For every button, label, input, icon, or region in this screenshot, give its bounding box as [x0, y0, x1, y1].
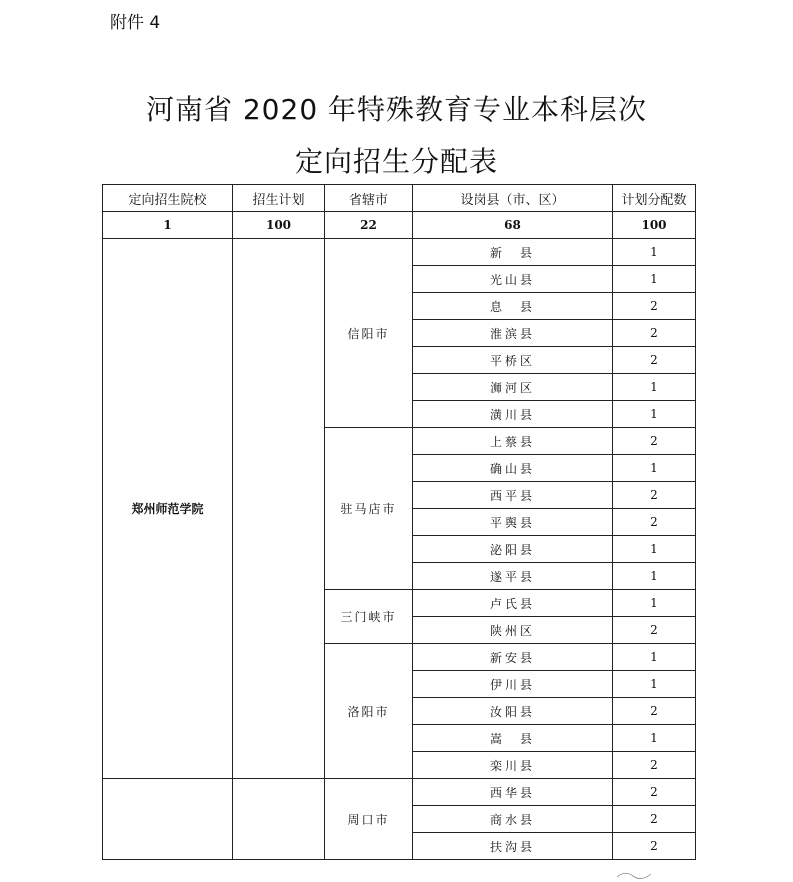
allocation-cell: 1	[613, 590, 696, 617]
city-cell: 信阳市	[325, 239, 413, 428]
scan-mark-icon	[615, 868, 655, 880]
allocation-cell: 1	[613, 374, 696, 401]
total-counties: 68	[413, 212, 613, 239]
allocation-cell: 2	[613, 806, 696, 833]
allocation-cell: 1	[613, 644, 696, 671]
allocation-cell: 1	[613, 266, 696, 293]
allocation-cell: 2	[613, 698, 696, 725]
school-cell: 郑州师范学院	[103, 239, 233, 779]
header-city: 省辖市	[325, 185, 413, 212]
attachment-label: 附件 4	[110, 13, 161, 33]
allocation-cell: 2	[613, 779, 696, 806]
allocation-cell: 1	[613, 455, 696, 482]
county-cell: 扶沟县	[413, 833, 613, 860]
page-title: 河南省 2020 年特殊教育专业本科层次	[145, 93, 648, 126]
total-schools: 1	[103, 212, 233, 239]
county-cell: 平舆县	[413, 509, 613, 536]
county-cell: 确山县	[413, 455, 613, 482]
county-cell: 淮滨县	[413, 320, 613, 347]
county-cell: 西华县	[413, 779, 613, 806]
county-cell: 新 县	[413, 239, 613, 266]
allocation-table	[102, 184, 696, 860]
allocation-cell: 2	[613, 617, 696, 644]
allocation-cell: 1	[613, 239, 696, 266]
allocation-cell: 1	[613, 563, 696, 590]
county-cell: 遂平县	[413, 563, 613, 590]
county-cell: 汝阳县	[413, 698, 613, 725]
allocation-cell: 1	[613, 725, 696, 752]
county-cell: 泌阳县	[413, 536, 613, 563]
city-cell: 三门峡市	[325, 590, 413, 644]
allocation-cell: 2	[613, 482, 696, 509]
header-county: 设岗县（市、区）	[413, 185, 613, 212]
allocation-cell: 1	[613, 671, 696, 698]
county-cell: 栾川县	[413, 752, 613, 779]
county-cell: 新安县	[413, 644, 613, 671]
city-cell: 驻马店市	[325, 428, 413, 590]
county-cell: 浉河区	[413, 374, 613, 401]
county-cell: 陕州区	[413, 617, 613, 644]
total-cities: 22	[325, 212, 413, 239]
header-row	[103, 185, 696, 212]
page-subtitle: 定向招生分配表	[294, 145, 498, 178]
county-cell: 西平县	[413, 482, 613, 509]
county-cell: 光山县	[413, 266, 613, 293]
county-cell: 潢川县	[413, 401, 613, 428]
county-cell: 卢氏县	[413, 590, 613, 617]
allocation-cell: 2	[613, 509, 696, 536]
county-cell: 平桥区	[413, 347, 613, 374]
allocation-cell: 2	[613, 428, 696, 455]
city-cell: 洛阳市	[325, 644, 413, 779]
plan-cell-empty	[233, 779, 325, 860]
allocation-cell: 2	[613, 752, 696, 779]
county-cell: 上蔡县	[413, 428, 613, 455]
table-row	[103, 779, 696, 806]
header-allocation: 计划分配数	[613, 185, 696, 212]
totals-row	[103, 212, 696, 239]
allocation-cell: 2	[613, 293, 696, 320]
table-row	[103, 239, 696, 266]
county-cell: 嵩 县	[413, 725, 613, 752]
county-cell: 息 县	[413, 293, 613, 320]
total-plan: 100	[233, 212, 325, 239]
city-cell: 周口市	[325, 779, 413, 860]
header-plan: 招生计划	[233, 185, 325, 212]
total-allocation: 100	[613, 212, 696, 239]
plan-cell	[233, 239, 325, 779]
header-school: 定向招生院校	[103, 185, 233, 212]
allocation-cell: 1	[613, 536, 696, 563]
allocation-cell: 2	[613, 833, 696, 860]
allocation-cell: 1	[613, 401, 696, 428]
allocation-cell: 2	[613, 320, 696, 347]
allocation-cell: 2	[613, 347, 696, 374]
county-cell: 商水县	[413, 806, 613, 833]
county-cell: 伊川县	[413, 671, 613, 698]
school-cell-empty	[103, 779, 233, 860]
